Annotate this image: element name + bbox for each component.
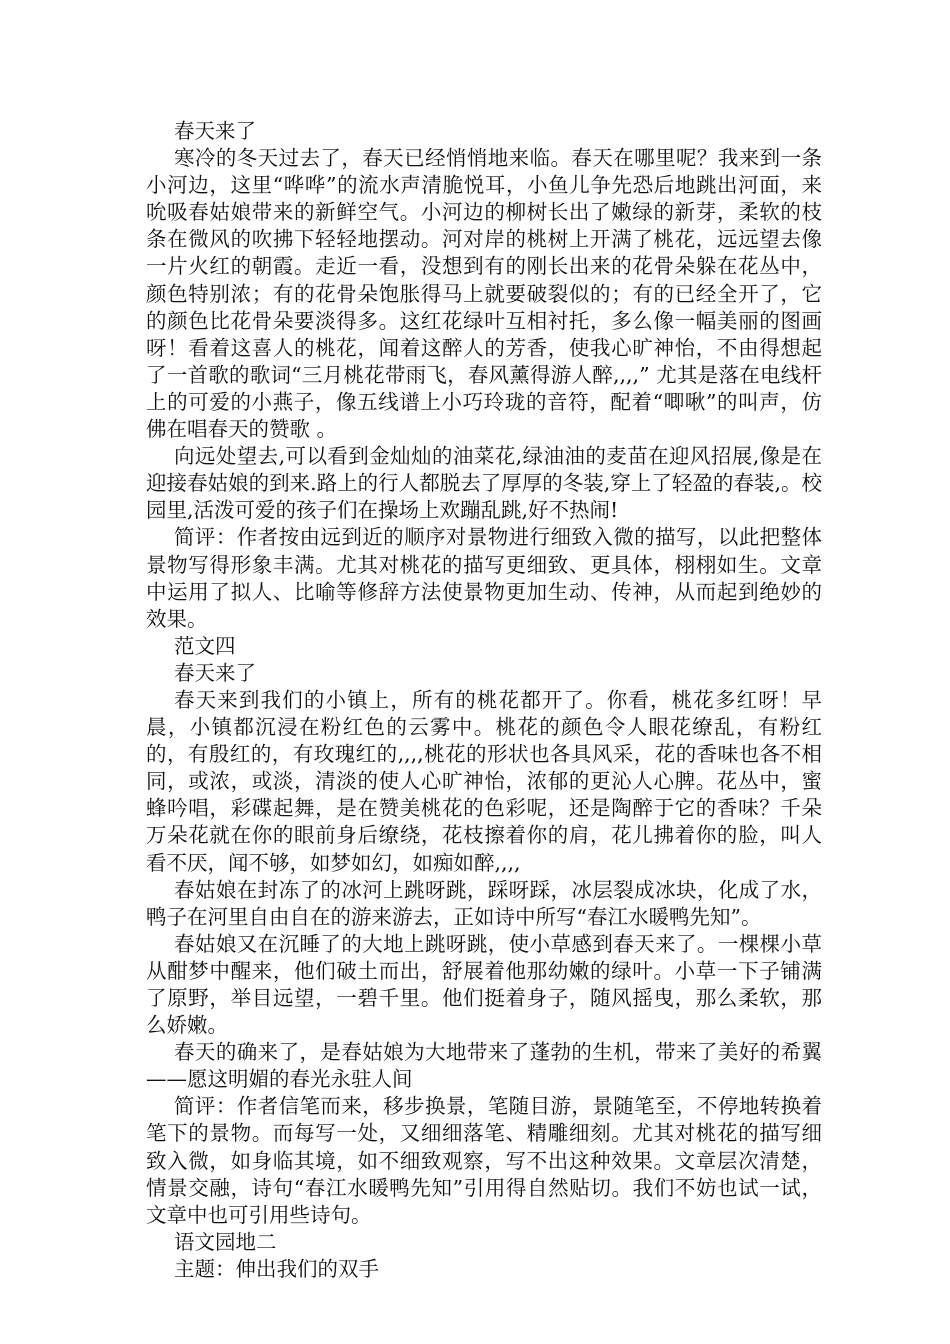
heading-sample-four: 范文四 [174, 633, 236, 658]
para-spring-hope: 春天的确来了，是春姑娘为大地带来了蓬勃的生机，带来了美好的希翼——愿这明媚的春光永驻人间 [146, 1040, 822, 1092]
para-sleeping-earth: 春姑娘又在沉睡了的大地上跳呀跳，使小草感到春天来了。一棵棵小草从酣梦中醒来，他们破土而出，舒展着他那幼嫩的绿叶。小草一下子铺满了原野，举目远望，一碧千里。他们挺着身子，随风摇曳，那么柔软，那么娇嫩。 [146, 931, 822, 1038]
para-comment-1: 简评：作者按由远到近的顺序对景物进行细致入微的描写，以此把整体景物写得形象丰满。尤其对桃花的描写更细致、更具体，栩栩如生。文章中运用了拟人、比喻等修辞方法使景物更加生动、传神，从而起到绝妙的效果。 [146, 525, 822, 631]
para-comment-2: 简评：作者信笔而来，移步换景，笔随目游，景随笔至，不停地转换着笔下的景物。而每写一处，又细细落笔、精雕细刻。尤其对桃花的描写细致入微，如身临其境，如不细致观察，写不出这种效果。文章层次清楚，情景交融，诗句“春江水暖鸭先知”引用得自然贴切。我们不妨也试一试，文章中也可引用些诗句。 [146, 1094, 822, 1227]
para-distant-view: 向远处望去,可以看到金灿灿的油菜花,绿油油的麦苗在迎风招展,像是在迎接春姑娘的到来.路上的行人都脱去了厚厚的冬装,穿上了轻盈的春装,。校园里,活泼可爱的孩子们在操场上欢蹦乱跳,好不热闹! [146, 444, 822, 523]
heading-theme: 主题：伸出我们的双手 [174, 1256, 379, 1281]
para-winter-passed: 寒冷的冬天过去了，春天已经悄悄地来临。春天在哪里呢？我来到一条小河边，这里“哗哗”的流水声清脆悦耳，小鱼儿争先恐后地跳出河面，来吮吸春姑娘带来的新鲜空气。小河边的柳树长出了嫩绿的新芽，柔软的枝条在微风的吹拂下轻轻地摆动。河对岸的桃树上开满了桃花，远远望去像一片火红的朝霞。走近一看，没想到有的刚长出来的花骨朵躲在花丛中，颜色特别浓；有的花骨朵饱胀得马上就要破裂似的；有的已经全开了，它的颜色比花骨朵要淡得多。这红花绿叶互相衬托，多么像一幅美丽的图画呀！看着这喜人的桃花，闻着这醉人的芳香，使我心旷神怡，不由得想起了一首歌的歌词“三月桃花带雨飞，春风薰得游人醉,,,,” 尤其是落在电线杆上的可爱的小燕子，像五线谱上小巧玲珑的音符，配着“唧啾”的叫声，仿佛在唱春天的赞歌 。 [146, 146, 822, 442]
title-spring-2: 春天来了 [174, 660, 256, 685]
document-page [146, 118, 822, 1283]
para-frozen-river: 春姑娘在封冻了的冰河上跳呀跳，踩呀踩，冰层裂成冰块，化成了水，鸭子在河里自由自在的游来游去，正如诗中所写“春江水暖鸭先知”。 [146, 877, 822, 929]
para-peach-blossoms: 春天来到我们的小镇上，所有的桃花都开了。你看，桃花多红呀！早晨，小镇都沉浸在粉红色的云雾中。桃花的颜色令人眼花缭乱，有粉红的，有殷红的，有玫瑰红的,,,,桃花的形状也各具风采，花的香味也各不相同，或浓，或淡，清淡的使人心旷神怡，浓郁的更沁人心脾。花丛中，蜜蜂吟唱，彩碟起舞，是在赞美桃花的色彩呢，还是陶醉于它的香味？千朵万朵花就在你的眼前身后缭绕，花枝擦着你的肩，花儿拂着你的脸，叫人看不厌，闻不够，如梦如幻，如痴如醉,,,, [146, 687, 822, 875]
heading-chinese-garden-two: 语文园地二 [174, 1229, 277, 1254]
title-spring-1: 春天来了 [174, 119, 256, 143]
